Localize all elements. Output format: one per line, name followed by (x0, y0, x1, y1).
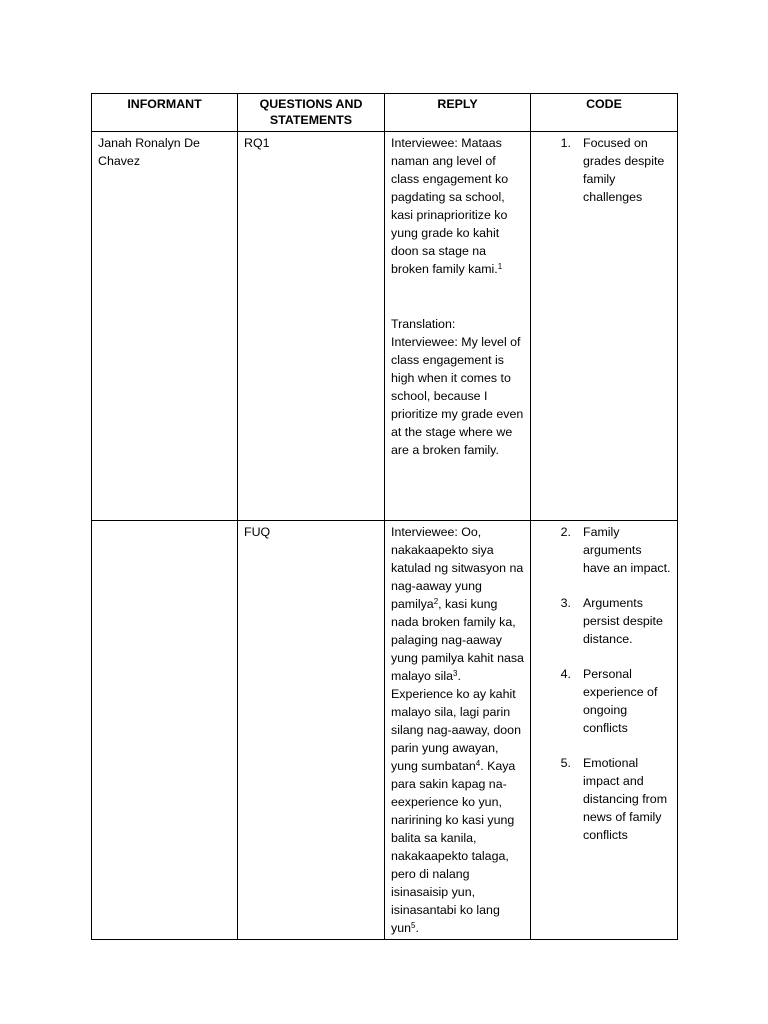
code-cell (531, 132, 678, 521)
footnote-marker: 3 (452, 669, 458, 678)
reply-part: . Kaya para sakin kapag na-eexperience ko yun, naririning ko kasi yung balita sa kanila, nakakaapekto talaga, pero di nalang isinasaisip yun, isinasantabi ko lang yun (391, 759, 516, 935)
code-text: Personal experience of ongoing conflicts (583, 667, 658, 735)
code-number: 4. (560, 667, 571, 681)
list-item (537, 594, 671, 648)
reply-part: . Experience ko ay kahit malayo sila, lagi parin silang nag-aaway, doon parin yung awayan, yung sumbatan (391, 669, 521, 773)
table-row (92, 132, 678, 521)
interview-coding-table (91, 93, 678, 940)
informant-cell: Janah Ronalyn De Chavez (92, 132, 238, 521)
code-text: Family arguments have an impact. (583, 525, 671, 575)
footnote-marker: 4 (475, 759, 481, 768)
code-list (537, 523, 671, 844)
list-item (537, 665, 671, 737)
header-reply: REPLY (385, 94, 531, 132)
code-text: Arguments persist despite distance. (583, 596, 663, 646)
code-list (537, 134, 671, 206)
reply-cell (385, 521, 531, 940)
reply-cell (385, 132, 531, 521)
reply-original (391, 134, 524, 278)
footnote-marker: 1 (497, 262, 503, 271)
reply-part: , kasi kung nada broken family ka, palaging nag-aaway yung pamilya kahit nasa malayo sila (391, 597, 524, 683)
list-item (537, 523, 671, 577)
code-number: 1. (560, 136, 571, 150)
code-cell (531, 521, 678, 940)
code-text: Emotional impact and distancing from news of family conflicts (583, 756, 668, 842)
question-cell: RQ1 (238, 132, 385, 521)
table-header-row (92, 94, 678, 132)
reply-translation: Translation: Interviewee: My level of class engagement is high when it comes to school, because I prioritize my grade even at the stage where we are a broken family. (391, 317, 524, 457)
code-number: 2. (560, 525, 571, 539)
header-code: CODE (531, 94, 678, 132)
header-informant: INFORMANT (92, 94, 238, 132)
footnote-marker: 5 (410, 921, 416, 930)
informant-cell (92, 521, 238, 940)
table-row (92, 521, 678, 940)
question-cell: FUQ (238, 521, 385, 940)
reply-original (391, 523, 524, 937)
list-item (537, 134, 671, 206)
code-number: 3. (560, 596, 571, 610)
reply-part: . (415, 921, 419, 935)
reply-part: Interviewee: Oo, nakakaapekto siya katulad ng sitwasyon na nag-aaway yung pamilya (391, 525, 524, 611)
code-text: Focused on grades despite family challenges (583, 136, 665, 204)
footnote-marker: 2 (433, 597, 439, 606)
reply-original-text: Interviewee: Mataas naman ang level of class engagement ko pagdating sa school, kasi prinaprioritize ko yung grade ko kahit doon sa stage na broken family kami. (391, 136, 509, 276)
list-item (537, 754, 671, 844)
header-questions: QUESTIONS AND STATEMENTS (238, 94, 385, 132)
code-number: 5. (560, 756, 571, 770)
